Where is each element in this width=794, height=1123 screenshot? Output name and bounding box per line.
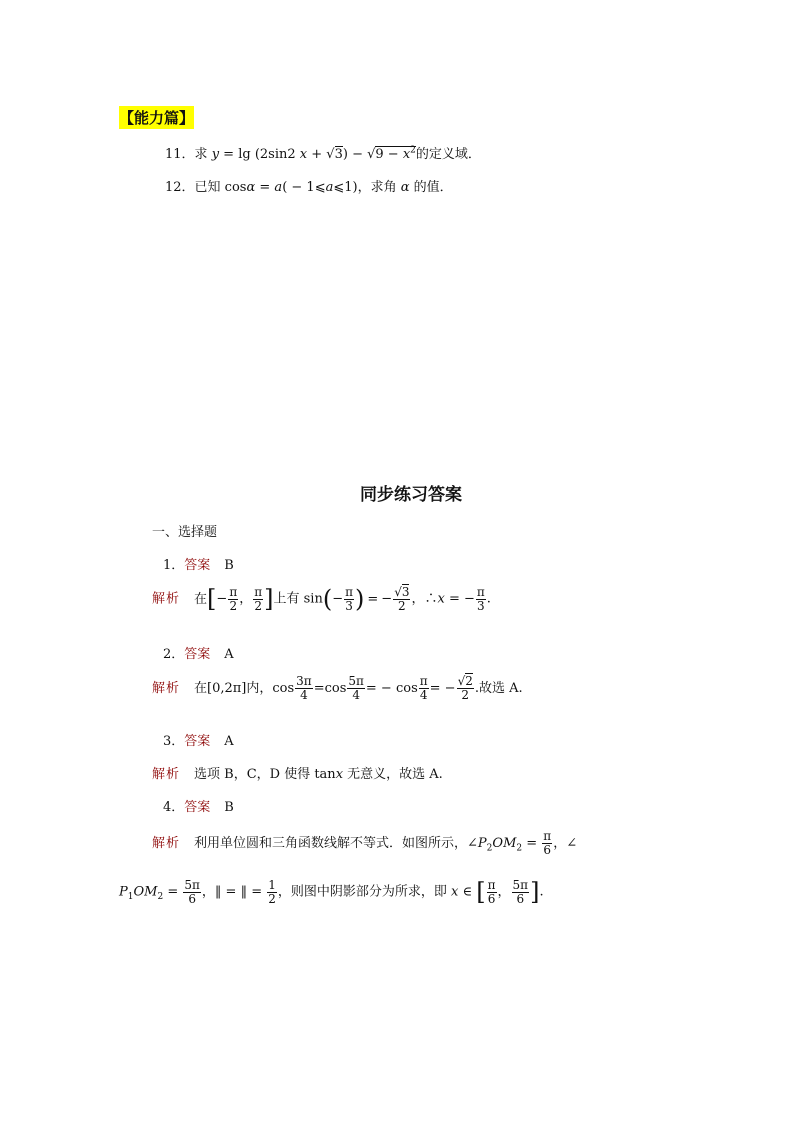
question-text: 的值． <box>409 180 453 195</box>
answer-1 <box>163 554 234 573</box>
denominator: 2 <box>268 891 276 906</box>
bracket-open: [ <box>476 878 486 906</box>
item-number: 1． <box>163 558 185 573</box>
sqrt-3: 3 <box>401 584 410 599</box>
choice-section-heading: 一、选择题 <box>152 525 218 540</box>
var-p: P <box>477 836 487 851</box>
subscript: 2 <box>516 843 523 854</box>
answer-label: 答案 <box>184 800 211 815</box>
fraction-3pi-4 <box>295 675 313 702</box>
denominator: 2 <box>398 598 406 613</box>
denominator: 4 <box>419 688 428 702</box>
question-text: + <box>307 147 327 162</box>
denominator: 3 <box>477 598 485 613</box>
numerator: π <box>487 877 496 892</box>
answer-value: A <box>224 734 234 749</box>
var-alpha: α <box>400 180 410 195</box>
var-alpha: α <box>246 180 256 195</box>
sqrt-2: 2 <box>465 674 473 688</box>
numerator: π <box>229 584 238 599</box>
analysis-label: 解析 <box>152 591 181 607</box>
analysis-text: − <box>381 591 393 607</box>
answer-2 <box>163 643 234 662</box>
answer-value: B <box>224 800 234 815</box>
fraction-pi-4 <box>419 675 429 702</box>
analysis-text: = <box>367 591 379 607</box>
var-y: y <box>211 147 220 162</box>
var-p: P <box>119 884 128 900</box>
fraction-pi-6 <box>542 830 552 857</box>
denominator: 4 <box>352 688 360 702</box>
analysis-text: = − <box>444 591 475 607</box>
section-ability-label: 【能力篇】 <box>119 106 194 129</box>
subscript: 2 <box>157 892 164 903</box>
question-text: 求 <box>194 147 212 162</box>
bracket-open: [ <box>207 585 217 613</box>
analysis-text: ，则图中阴影部分为所求，即 <box>277 884 452 900</box>
analysis-text: 利用单位圆和三角函数线解不等式．如图所示，∠ <box>194 836 478 851</box>
bracket-close: ] <box>530 878 540 906</box>
paren-close: ) <box>355 585 365 613</box>
answer-label: 答案 <box>184 558 211 573</box>
var-m: M <box>503 836 517 851</box>
numerator: 5π <box>348 674 364 688</box>
numerator: π <box>254 584 263 599</box>
analysis-text: ， <box>239 591 253 607</box>
denominator: 6 <box>543 843 552 857</box>
analysis-1 <box>152 585 491 613</box>
answer-4 <box>163 796 234 815</box>
analysis-4-line1 <box>152 830 577 857</box>
question-text: 已知 cos <box>194 180 247 195</box>
answer-label: 答案 <box>184 734 211 749</box>
question-text: = lg (2sin2 <box>219 147 300 162</box>
fraction-pi-6 <box>487 879 497 906</box>
numerator: 5π <box>512 877 529 892</box>
analysis-text: .故选 A. <box>474 681 523 696</box>
fraction-pi-3 <box>476 586 486 613</box>
bracket-close: ] <box>264 585 274 613</box>
analysis-text: =cos <box>313 681 347 696</box>
analysis-text: 上有 sin <box>273 591 323 607</box>
sqrt-3: 3 <box>334 147 343 162</box>
denominator: 6 <box>516 891 525 906</box>
analysis-text: 在[0,2π]内，cos <box>194 681 295 696</box>
var-x: x <box>299 147 308 162</box>
question-11: 11．求 y = lg (2sin2 $x + √3) - √9 - x^2$的定义域． <box>165 145 481 162</box>
fraction-sqrt3-2 <box>393 586 410 613</box>
answer-3 <box>163 730 234 749</box>
denominator: 6 <box>487 891 496 906</box>
analysis-text: ，∴ <box>411 591 438 607</box>
radicand: 9 − <box>375 147 403 162</box>
var-x: x <box>437 591 445 607</box>
var-x: x <box>402 147 411 162</box>
question-text: ) − <box>342 147 368 162</box>
analysis-text: ∈ <box>458 884 477 900</box>
answer-value: A <box>224 647 234 662</box>
question-text: ⩽1)，求角 <box>333 180 401 195</box>
fraction-5pi-4 <box>347 675 365 702</box>
fraction-pi-2 <box>253 586 263 613</box>
answer-label: 答案 <box>184 647 211 662</box>
denominator: 4 <box>300 688 308 702</box>
analysis-text: ， <box>497 884 511 900</box>
question-number: 12． <box>165 180 195 195</box>
analysis-label: 解析 <box>152 681 181 696</box>
analysis-text: ，∠ <box>553 836 578 851</box>
fraction-5pi-6 <box>512 879 530 906</box>
analysis-label: 解析 <box>152 767 181 782</box>
exponent: 2 <box>410 145 416 156</box>
fraction-sqrt2-2 <box>457 675 474 702</box>
analysis-text: − <box>332 591 344 607</box>
answer-value: B <box>224 558 234 573</box>
subscript: 1 <box>127 892 134 903</box>
var-a: a <box>325 180 334 195</box>
analysis-label: 解析 <box>152 836 181 851</box>
numerator: √3 <box>394 584 410 599</box>
analysis-text: = − <box>429 681 456 696</box>
question-12 <box>165 176 453 195</box>
question-text: ( − 1⩽ <box>282 180 326 195</box>
analysis-text: 在 <box>194 591 208 607</box>
analysis-text: 无意义，故选 A. <box>343 767 443 782</box>
paren-open: ( <box>322 585 333 613</box>
analysis-text: = <box>522 836 542 851</box>
question-text: 的定义域． <box>415 147 481 162</box>
analysis-text: − <box>216 591 228 607</box>
analysis-text: = − cos <box>365 681 418 696</box>
var-o: O <box>133 884 145 900</box>
fraction-pi-3 <box>344 586 354 613</box>
fraction-5pi-6 <box>183 879 201 906</box>
var-x: x <box>335 767 344 782</box>
analysis-text: = <box>163 884 183 900</box>
subscript: 2 <box>486 843 493 854</box>
denominator: 6 <box>188 891 196 906</box>
var-a: a <box>274 180 283 195</box>
answers-title: 同步练习答案 <box>360 485 462 505</box>
analysis-text: 选项 B，C，D 使得 tan <box>194 767 336 782</box>
fraction-pi-2 <box>228 586 238 613</box>
question-number: 11． <box>165 147 195 162</box>
item-number: 4． <box>163 800 185 815</box>
denominator: 2 <box>254 598 262 613</box>
var-x: x <box>451 884 459 900</box>
var-o: O <box>492 836 504 851</box>
numerator: 1 <box>268 877 276 892</box>
numerator: π <box>345 584 353 599</box>
analysis-text: ，‖ = ‖ = <box>201 884 267 900</box>
denominator: 3 <box>345 598 353 613</box>
numerator: π <box>476 584 485 599</box>
numerator: 3π <box>296 674 312 688</box>
item-number: 3． <box>163 734 185 749</box>
question-text: = <box>255 180 275 195</box>
numerator: √2 <box>457 674 473 688</box>
analysis-3 <box>152 763 443 782</box>
analysis-text: . <box>539 884 544 900</box>
numerator: 5π <box>184 877 200 892</box>
fraction-1-2 <box>267 879 277 906</box>
numerator: π <box>543 829 552 843</box>
denominator: 2 <box>229 598 238 613</box>
denominator: 2 <box>461 688 470 702</box>
analysis-text: . <box>486 591 491 607</box>
analysis-2 <box>152 675 523 702</box>
item-number: 2． <box>163 647 185 662</box>
numerator: π <box>419 674 428 688</box>
sqrt-9-x2 <box>375 146 416 162</box>
analysis-4-line2 <box>119 878 544 906</box>
var-m: M <box>144 884 158 900</box>
